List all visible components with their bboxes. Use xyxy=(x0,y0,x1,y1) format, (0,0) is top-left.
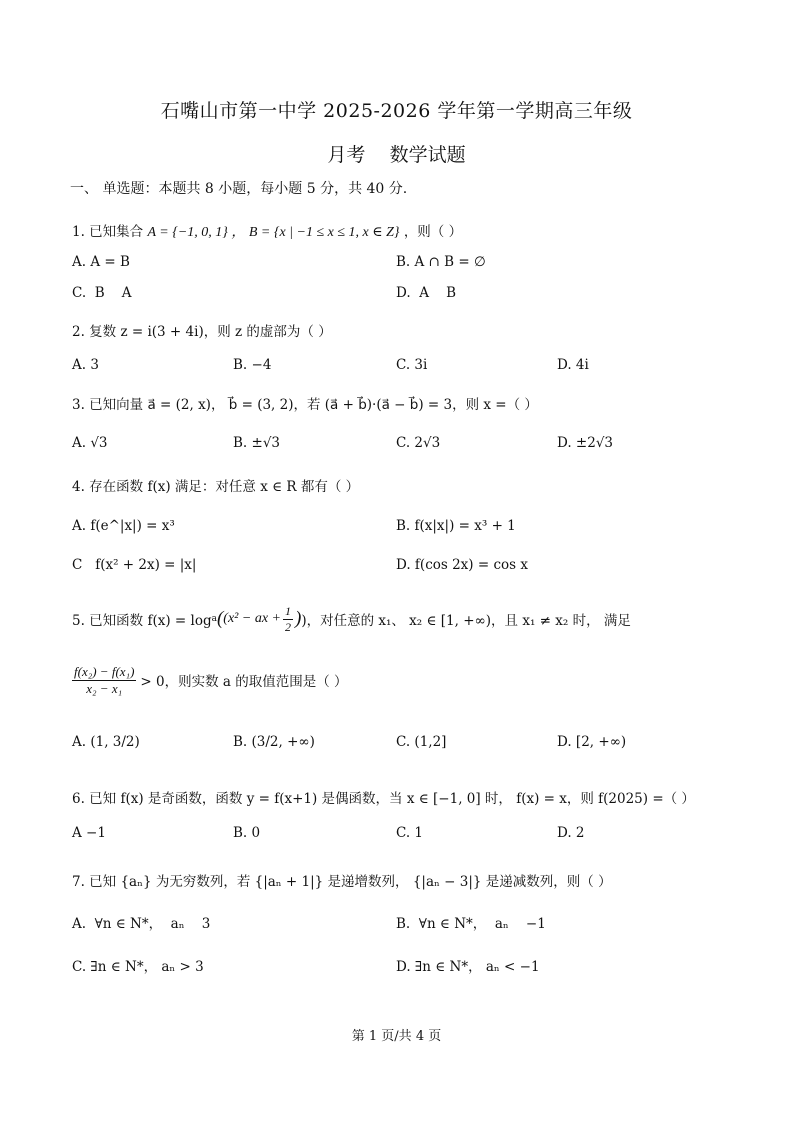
question-4-option-c: C f(x² + 2x) = |x| xyxy=(72,557,197,573)
question-1-stem: 1. 已知集合 A = {−1, 0, 1} ， B = {x | −1 ≤ x ≤ 1, x ∈ Z} ，则（ ） xyxy=(72,224,463,240)
question-5-option-a: A. (1, 3/2) xyxy=(72,734,140,750)
question-4-stem: 4. 存在函数 f(x) 满足：对任意 x ∈ R 都有（ ） xyxy=(72,479,360,495)
question-3-option-a: A. √3 xyxy=(72,435,108,451)
question-7-stem: 7. 已知 {aₙ} 为无穷数列，若 {|aₙ + 1|} 是递增数列， {|aₙ − 3|} 是递减数列，则（ ） xyxy=(72,874,612,890)
question-2-option-c: C. 3i xyxy=(396,357,428,373)
section-heading: 一、 单选题：本题共 8 小题，每小题 5 分，共 40 分. xyxy=(70,181,408,197)
question-5-option-b: B. (3/2, +∞) xyxy=(233,734,315,750)
page-subtitle: 月考 数学试题 xyxy=(327,144,466,166)
question-5-option-d: D. [2, +∞) xyxy=(557,734,627,750)
question-6-option-b: B. 0 xyxy=(233,825,261,841)
page-footer: 第 1 页/共 4 页 xyxy=(351,1029,442,1044)
question-4-option-b: B. f(x|x|) = x³ + 1 xyxy=(396,518,516,534)
question-6-option-d: D. 2 xyxy=(557,825,585,841)
question-7-option-a: A. ∀n ∈ N*， aₙ 3 xyxy=(72,916,211,932)
question-2-option-a: A. 3 xyxy=(72,357,99,373)
question-4-option-a: A. f(e^|x|) = x³ xyxy=(72,518,175,534)
question-7-option-c: C. ∃n ∈ N*， aₙ > 3 xyxy=(72,959,204,975)
question-5-option-c: C. (1,2] xyxy=(396,734,447,750)
question-6-option-a: A −1 xyxy=(72,825,106,841)
question-5-condition: $\frac{\text{f(x₂) − f(x₁)}}{\text{x₂ − x₁}}$ > 0，则实数 a 的取值范围是（ ） xyxy=(74,663,348,696)
question-7-option-d: D. ∃n ∈ N*， aₙ < −1 xyxy=(396,959,540,975)
question-1-option-b: B. A ∩ B = ∅ xyxy=(396,254,486,270)
question-6-stem: 6. 已知 f(x) 是奇函数，函数 y = f(x+1) 是偶函数，当 x ∈ [−1, 0] 时， f(x) = x，则 f(2025) =（ ） xyxy=(72,791,695,807)
question-4-option-d: D. f(cos 2x) = cos x xyxy=(396,557,528,573)
question-2-stem: 2. 复数 z = i(3 + 4i)，则 z 的虚部为（ ） xyxy=(72,324,332,340)
question-2-option-d: D. 4i xyxy=(557,357,589,373)
question-7-option-b: B. ∀n ∈ N*， aₙ −1 xyxy=(396,916,546,932)
question-1-option-c: C. B A xyxy=(72,285,132,301)
question-3-option-d: D. ±2√3 xyxy=(557,435,614,451)
question-1-option-a: A. A = B xyxy=(72,254,130,270)
question-3-option-b: B. ±√3 xyxy=(233,435,281,451)
question-2-option-b: B. −4 xyxy=(233,357,272,373)
question-3-stem: 3. 已知向量 a⃗ = (2, x)， b⃗ = (3, 2)，若 (a⃗ + b⃗)·(a⃗ − b⃗) = 3，则 x =（ ） xyxy=(72,397,538,413)
question-3-option-c: C. 2√3 xyxy=(396,435,441,451)
question-5-stem: 5. 已知函数 f(x) = log a ( (x² − ax + $\frac{1}{2}$ ) )，对任意的 x₁、 x₂ ∈ [1, +∞)，且 x₁ ≠ x₂ 时， 满足 xyxy=(72,603,631,634)
question-6-option-c: C. 1 xyxy=(396,825,424,841)
page-title: 石嘴山市第一中学 2025-2026 学年第一学期高三年级 xyxy=(160,100,633,122)
question-1-option-d: D. A B xyxy=(396,285,457,301)
